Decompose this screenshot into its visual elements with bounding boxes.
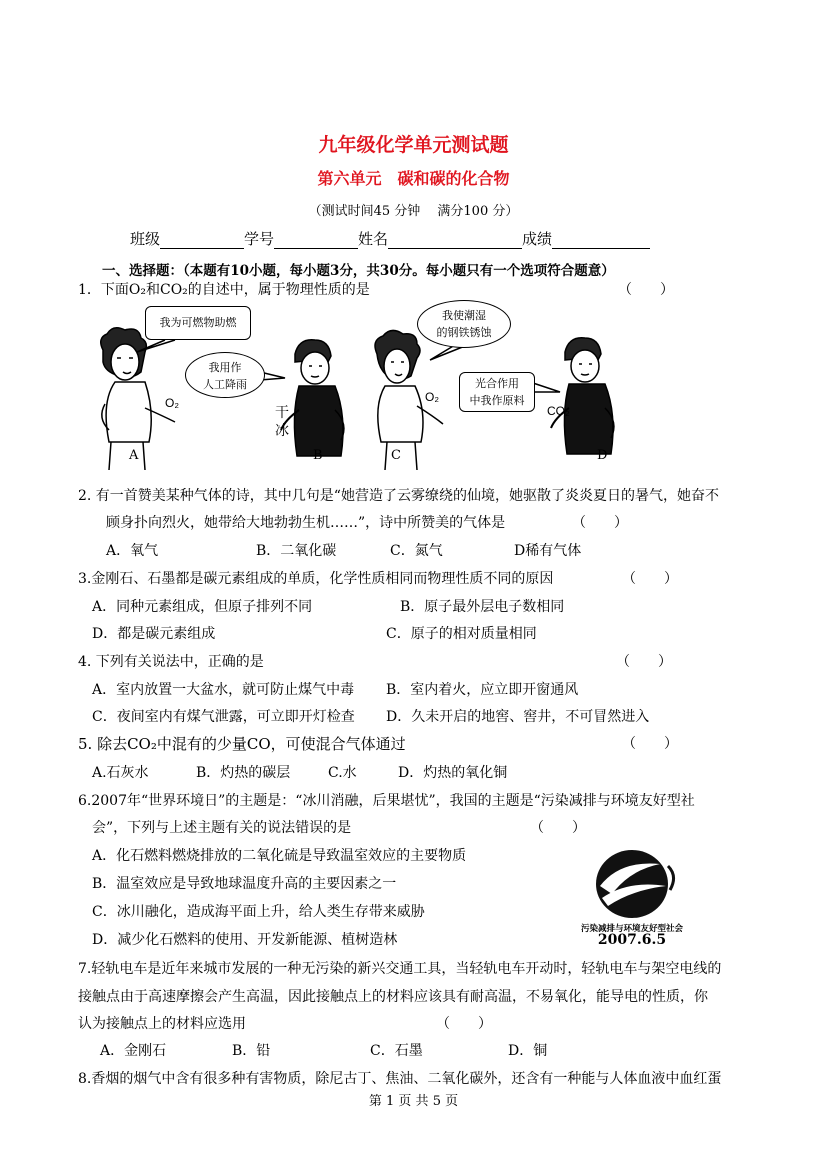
- class-blank[interactable]: [160, 233, 244, 249]
- question-2-blank[interactable]: （ ）: [572, 515, 628, 531]
- question-5-option-a[interactable]: A.石灰水: [92, 765, 149, 781]
- logo-date: 2007.6.5: [597, 932, 667, 948]
- question-6-option-d[interactable]: D．减少化石燃料的使用、开发新能源、植树造林: [92, 932, 398, 948]
- question-5-option-b[interactable]: B．灼热的碳层: [196, 765, 291, 781]
- student-info-fields: [130, 228, 650, 249]
- question-6-line-2: 会”，下列与上述主题有关的说法错误的是: [92, 820, 352, 836]
- question-4-option-c[interactable]: C．夜间室内有煤气泄露，可立即开灯检查: [92, 709, 355, 725]
- question-6-option-b[interactable]: B．温室效应是导致地球温度升高的主要因素之一: [92, 876, 397, 892]
- page-footer: 第 1 页 共 5 页: [368, 1094, 459, 1109]
- question-7-option-b[interactable]: B．铅: [232, 1043, 271, 1059]
- question-3-stem: 3.金刚石、石墨都是碳元素组成的单质，化学性质相同而物理性质不同的原因: [78, 571, 554, 587]
- question-7-line-1: 7.轻轨电车是近年来城市发展的一种无污染的新兴交通工具，当轻轨电车开动时，轻轨电车与架空电线的: [78, 961, 722, 977]
- question-5-option-c[interactable]: C.水: [328, 765, 357, 781]
- question-3-option-c[interactable]: C．原子的相对质量相同: [386, 626, 537, 642]
- bubble-b-text-2: 人工降雨: [203, 378, 247, 391]
- number-label: 学号: [244, 230, 275, 248]
- question-6-line-1: 6.2007年“世界环境日”的主题是：“冰川消融，后果堪忧”，我国的主题是“污染减排与环境友好型社: [78, 793, 695, 809]
- question-3-blank[interactable]: （ ）: [622, 571, 678, 587]
- question-1-blank[interactable]: （ ）: [618, 282, 674, 298]
- question-6-option-a[interactable]: A．化石燃料燃烧排放的二氧化硫是导致温室效应的主要物质: [92, 848, 467, 864]
- caption-d: D: [597, 448, 608, 463]
- question-2-option-a[interactable]: A．氧气: [106, 543, 159, 559]
- caption-b: B: [313, 448, 323, 463]
- caption-a: A: [129, 448, 139, 463]
- question-2-line-2: 顾身扑向烈火，她带给大地勃勃生机……”，诗中所赞美的气体是: [106, 515, 506, 531]
- section-heading: 一、选择题：（本题有10小题，每小题3分，共30分。每小题只有一个选项符合题意）: [102, 263, 615, 279]
- number-blank[interactable]: [274, 233, 358, 249]
- score-blank[interactable]: [552, 233, 650, 249]
- speech-bubble-a: [145, 306, 251, 340]
- question-4-blank[interactable]: （ ）: [616, 654, 672, 670]
- question-6-blank[interactable]: （ ）: [530, 820, 586, 836]
- environment-day-logo: [572, 846, 692, 948]
- question-4-stem: 4. 下列有关说法中，正确的是: [78, 654, 264, 670]
- earth-globe-icon: [572, 846, 692, 926]
- label-co2-d: CO₂: [547, 404, 570, 418]
- name-blank[interactable]: [388, 233, 522, 249]
- question-2-option-d[interactable]: D稀有气体: [514, 543, 582, 559]
- question-4-option-d[interactable]: D．久未开启的地窖、窖井，不可冒然进入: [386, 709, 650, 725]
- score-label: 成绩: [522, 230, 553, 248]
- question-3-option-a[interactable]: A．同种元素组成，但原子排列不同: [92, 599, 313, 615]
- question-6-option-c[interactable]: C．冰川融化，造成海平面上升，给人类生存带来威胁: [92, 904, 425, 920]
- question-1-stem: 1．下面O₂和CO₂的自述中，属于物理性质的是: [78, 282, 370, 298]
- page-title: 九年级化学单元测试题: [318, 134, 509, 156]
- question-2-option-c[interactable]: C．氮气: [390, 543, 443, 559]
- question-2-line-1: 2. 有一首赞美某种气体的诗，其中几句是“她营造了云雾缭绕的仙境，她驱散了炎炎夏日的暑气，她奋不: [78, 488, 719, 504]
- bubble-d-text-1: 光合作用: [475, 377, 519, 390]
- name-label: 姓名: [358, 230, 389, 248]
- question-2-option-b[interactable]: B．二氧化碳: [256, 543, 337, 559]
- speech-bubble-b: [185, 352, 265, 398]
- label-o2-a: O₂: [165, 396, 179, 410]
- bubble-d-text-2: 中我作原料: [469, 394, 525, 407]
- question-5-option-d[interactable]: D．灼热的氧化铜: [398, 765, 508, 781]
- speech-bubble-c: [417, 300, 511, 348]
- question-4-option-b[interactable]: B．室内着火，应立即开窗通风: [386, 682, 579, 698]
- boy-b-figure: [281, 340, 344, 456]
- bubble-b-text-1: 我用作: [208, 361, 242, 374]
- question-7-line-3: 认为接触点上的材料应选用: [78, 1016, 246, 1032]
- time-note: （测试时间45 分钟 满分100 分）: [308, 204, 519, 219]
- speech-bubble-d: [459, 372, 535, 412]
- question-7-option-d[interactable]: D．铜: [508, 1043, 548, 1059]
- page-subtitle: 第六单元 碳和碳的化合物: [317, 169, 510, 188]
- question-7-option-c[interactable]: C．石墨: [370, 1043, 423, 1059]
- boy-d-figure: [551, 338, 614, 454]
- question-5-blank[interactable]: （ ）: [622, 736, 678, 752]
- bubble-c-text-1: 我使潮湿: [442, 309, 486, 322]
- bubble-c-text-2: 的钢铁锈蚀: [436, 326, 492, 339]
- bubble-a-text: 我为可燃物助燃: [159, 316, 237, 329]
- question-4-option-a[interactable]: A．室内放置一大盆水，就可防止煤气中毒: [92, 682, 355, 698]
- class-label: 班级: [130, 230, 161, 248]
- caption-c: C: [391, 448, 401, 463]
- label-o2-c: O₂: [425, 390, 439, 404]
- question-1-figure: [95, 300, 735, 470]
- question-8-line-1: 8.香烟的烟气中含有很多种有害物质，除尼古丁、焦油、二氧化碳外，还含有一种能与人体血液中血红蛋: [78, 1071, 722, 1087]
- question-3-option-b[interactable]: B．原子最外层电子数相同: [400, 599, 565, 615]
- question-5-stem: 5. 除去CO₂中混有的少量CO，可使混合气体通过: [78, 735, 406, 753]
- question-3-option-d[interactable]: D．都是碳元素组成: [92, 626, 216, 642]
- label-dry-ice-1: 干: [275, 405, 289, 421]
- label-dry-ice-2: 冰: [275, 423, 289, 439]
- question-7-blank[interactable]: （ ）: [436, 1016, 492, 1032]
- question-7-line-2: 接触点由于高速摩擦会产生高温，因此接触点上的材料应该具有耐高温，不易氧化，能导电的性质，你: [78, 989, 708, 1005]
- question-7-option-a[interactable]: A．金刚石: [100, 1043, 167, 1059]
- logo-text: 污染减排与环境友好型社会: [580, 924, 683, 934]
